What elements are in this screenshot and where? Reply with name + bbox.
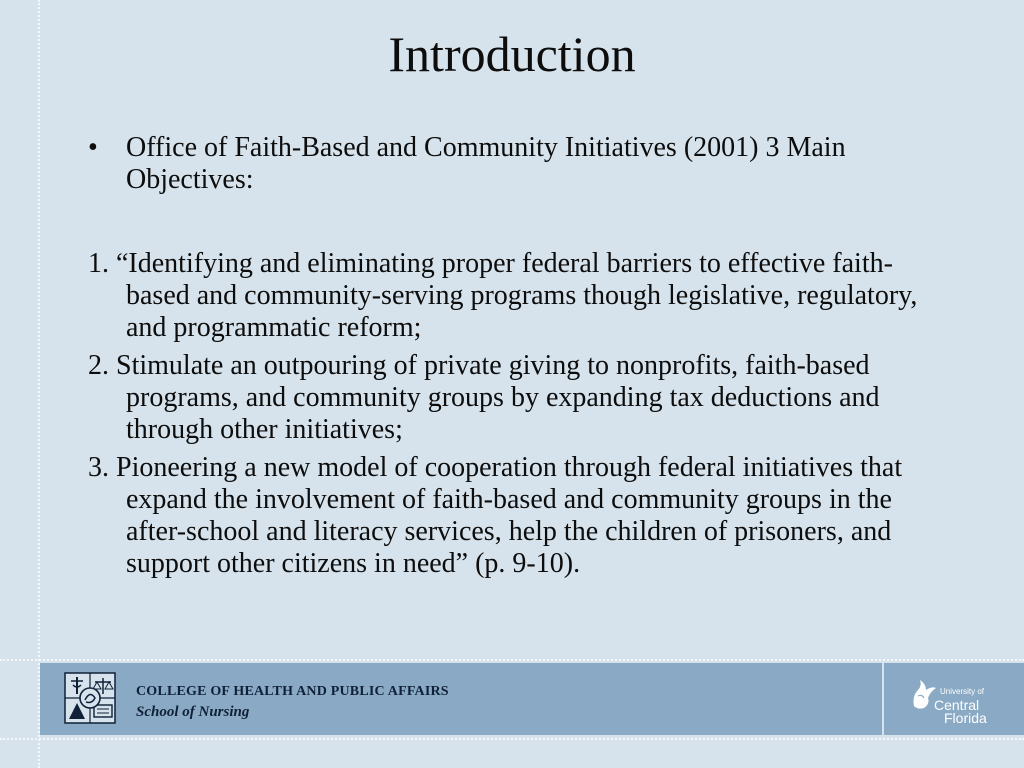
objective-1: 1. “Identifying and eliminating proper federal barriers to effective faith-based and community-serving programs though legislative, regulatory, and programmatic reform;: [88, 248, 918, 343]
bullet-icon: •: [88, 132, 98, 163]
ucf-central: Central: [934, 697, 980, 713]
objective-3: 3. Pioneering a new model of cooperation through federal initiatives that expand the involvement of faith-based and community groups in the after-school and literacy services, help the children of prisoners, and support other citizens in need” (p. 9-10).: [88, 452, 903, 579]
college-emblem-icon: [64, 672, 116, 724]
bullet-text: Office of Faith-Based and Community Initiatives (2001) 3 Main Objectives:: [126, 132, 846, 195]
school-name: School of Nursing: [136, 704, 250, 720]
decorative-divider-top: [0, 659, 1024, 661]
bullet-item: [88, 132, 948, 196]
objective-2: 2. Stimulate an outpouring of private giving to nonprofits, faith-based programs, and community groups by expanding tax deductions and through other initiatives;: [88, 350, 880, 445]
decorative-vertical-line: [38, 0, 40, 768]
decorative-divider-bottom: [0, 738, 1024, 740]
ucf-university-of: University of: [940, 687, 985, 696]
ucf-florida: Florida: [944, 710, 987, 726]
college-name: COLLEGE OF HEALTH AND PUBLIC AFFAIRS: [136, 684, 449, 699]
slide-title: Introduction: [388, 26, 636, 82]
slide-content: [88, 132, 948, 586]
ucf-logo: [904, 672, 1000, 726]
